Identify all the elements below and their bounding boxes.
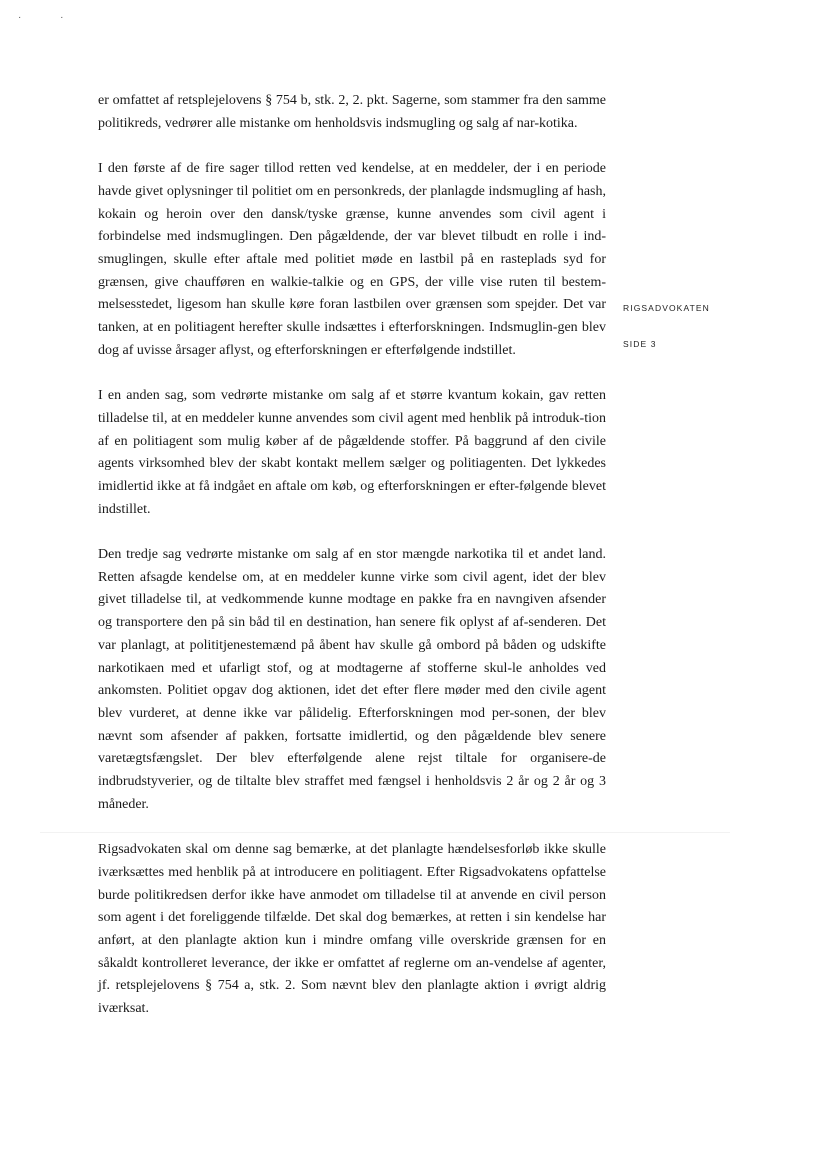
paragraph-second-case: I en anden sag, som vedrørte mistanke om salg af et større kvantum kokain, gav retten tilladelse til, at en meddeler kunne anvendes som civil agent med henblik på introduk-tion af en politiagent som mulig køber af de pågældende stoffer. På baggrund af den civile agents virksomhed blev der skabt kontakt mellem sælger og politiagenten. Det lykkedes imidlertid ikke at få indgået en aftale om køb, og efterforskningen er efter-følgende blevet indstillet.	[98, 388, 606, 517]
organization-label: RIGSADVOKATEN	[623, 303, 710, 313]
paragraph-intro: er omfattet af retsplejelovens § 754 b, stk. 2, 2. pkt. Sagerne, som stammer fra den samme politikreds, vedrører alle mistanke om henholdsvis indsmugling og salg af nar-kotika.	[98, 93, 606, 131]
scan-artifact-line	[40, 832, 730, 833]
scan-specks: · ·	[18, 12, 82, 23]
document-body	[98, 90, 606, 1043]
page-number-label: SIDE 3	[623, 339, 657, 349]
paragraph-prosecutor-remark: Rigsadvokaten skal om denne sag bemærke, at det planlagte hændelsesforløb ikke skulle iværksættes med henblik på at introducere en politiagent. Efter Rigsadvokatens opfattelse burde politikredsen derfor ikke have anmodet om tilladelse til at anvende en civil person som agent i det foreliggende tilfælde. Det skal dog bemærkes, at retten i sin kendelse har anført, at den planlagte aktion kun i mindre omfang ville overskride grænsen for en såkaldt kontrolleret leverance, der ikke er omfattet af reglerne om an-vendelse af agenter, jf. retsplejelovens § 754 a, stk. 2. Som nævnt blev den planlagte aktion i øvrigt aldrig iværksat.	[98, 842, 606, 1017]
paragraph-third-case: Den tredje sag vedrørte mistanke om salg af en stor mængde narkotika til et andet land. Retten afsagde kendelse om, at en meddeler kunne virke som civil agent, idet der blev givet tilladelse til, at vedkommende kunne modtage en pakke fra en navngiven afsender og transportere den på sin båd til en destination, han senere fik oplyst af af-senderen. Det var planlagt, at polititjenestemænd på åbent hav skulle gå ombord på båden og udskifte narkotikaen med et ufarligt stof, og at modtagerne af stofferne skul-le anholdes ved ankomsten. Politiet opgav dog aktionen, idet det efter flere møder med den civile agent blev vurderet, at denne ikke var pålidelig. Efterforskningen mod per-sonen, der blev nævnt som afsender af pakken, fortsatte imidlertid, og den pågældende blev senere varetægtsfængslet. Der blev efterfølgende alene rejst tiltale for organisere-de indbrudstyverier, og de tiltalte blev straffet med fængsel i henholdsvis 2 år og 2 år og 3 måneder.	[98, 547, 606, 812]
page-sidebar	[623, 303, 710, 349]
paragraph-first-case: I den første af de fire sager tillod retten ved kendelse, at en meddeler, der i en periode havde givet oplysninger til politiet om en personkreds, der planlagde indsmugling af hash, kokain og heroin over den dansk/tyske grænse, kunne anvendes som civil agent i forbindelse med indsmuglingen. Den pågældende, der var blevet tilbudt en rolle i ind-smuglingen, skulle efter aftale med politiet møde en lastbil på en rasteplads syd for grænsen, give chaufføren en walkie-talkie og en GPS, der ville vise ruten til bestem-melsesstedet, ligesom han skulle køre foran lastbilen over grænsen som spejder. Det var tanken, at en politiagent herefter skulle indsættes i efterforskningen. Indsmuglin-gen blev dog af uvisse årsager aflyst, og efterforskningen er efterfølgende indstillet.	[98, 161, 606, 358]
